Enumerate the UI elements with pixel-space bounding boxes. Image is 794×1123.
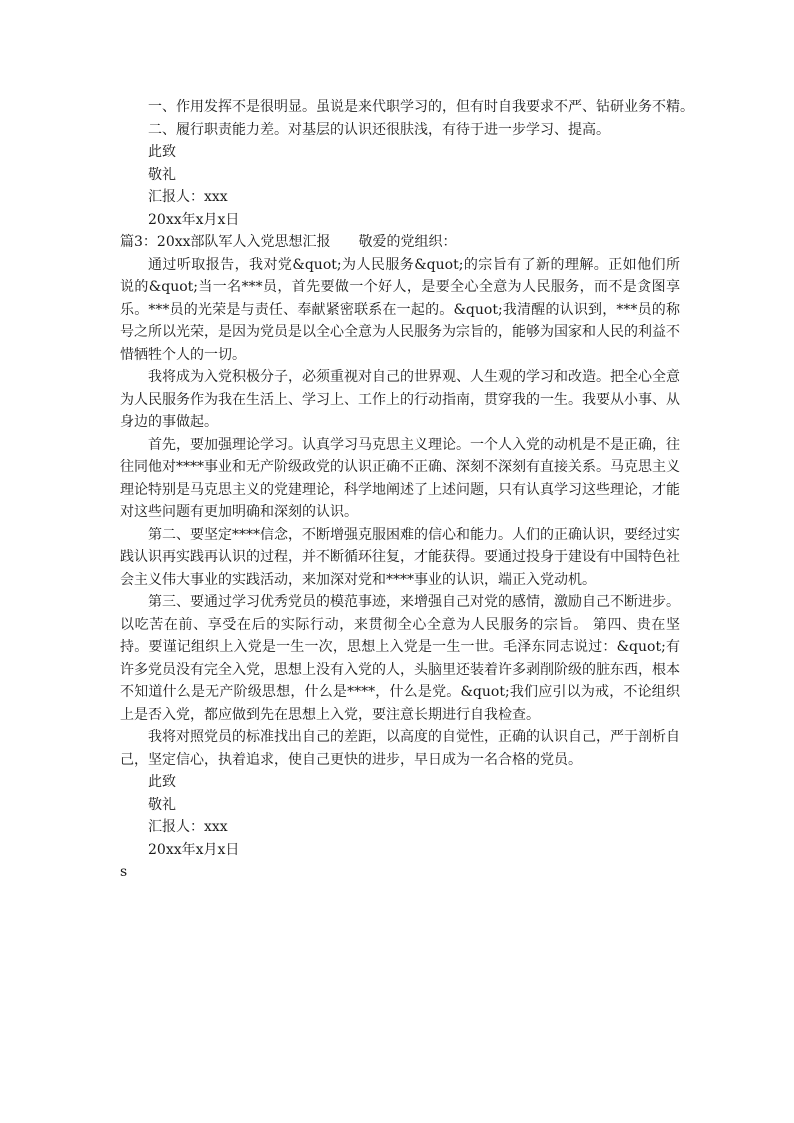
date-line: 20xx年x月x日 <box>148 841 240 858</box>
top-item-1: 一、作用发挥不是很明显。虽说是来代职学习的，但有时自我要求不严、钻研业务不精。 <box>148 99 694 115</box>
closing-block-1 <box>120 141 680 231</box>
document-body <box>120 96 694 884</box>
paragraph-4: 第二、要坚定****信念，不断增强克服困难的信心和能力。人们的正确认识，要经过实践认识再实践再认识的过程，并不断循环往复，才能获得。要通过投身于建设有中国特色社会主义伟大事业的实践活动，来加深对党和****事业的认识，端正入党动机。 <box>120 526 680 588</box>
closing-block-2 <box>120 771 680 861</box>
paragraph-5: 第三、要通过学习优秀党员的模范事迹，来增强自己对党的感情，激励自己不断进步。以吃苦在前、享受在后的实际行动，来贯彻全心全意为人民服务的宗旨。 第四、贵在坚持。要谨记组织上入党是一生一次，思想上入党是一生一世。毛泽东同志说过：&quot;有许多党员没有完全入党，思想上没有入党的人，头脑里还装着许多剥削阶级的脏东西，根本不知道什么是无产阶级思想，什么是****，什么是党。&quot;我们应引以为戒，不论组织上是否入党，都应做到先在思想上入党，要注意长期进行自我检查。 <box>120 594 680 723</box>
section-heading: 篇3：20xx部队军人入党思想汇报 敬爱的党组织： <box>120 234 457 250</box>
reporter-line: 汇报人：xxx <box>148 189 228 205</box>
salutation-jingli: 敬礼 <box>148 796 176 813</box>
top-item-2: 二、履行职责能力差。对基层的认识还很肤浅，有待于进一步学习、提高。 <box>148 121 610 138</box>
paragraph-6: 我将对照党员的标准找出自己的差距，以高度的自觉性，正确的认识自己，严于剖析自己，坚定信心，执着追求，使自己更快的进步，早日成为一名合格的党员。 <box>120 729 680 768</box>
date-line: 20xx年x月x日 <box>148 211 240 228</box>
paragraph-1: 通过听取报告，我对党&quot;为人民服务&quot;的宗旨有了新的理解。正如他们所说的&quot;当一名***员，首先要做一个好人，是要全心全意为人民服务，而不是贪图享乐。***员的光荣是与责任、奉献紧密联系在一起的。&quot;我清醒的认识到，***员的称号之所以光荣，是因为党员是以全心全意为人民服务为宗旨的，能够为国家和人民的利益不惜牺牲个人的一切。 <box>120 256 680 363</box>
salutation-cizhi: 此致 <box>148 144 176 160</box>
paragraph-2: 我将成为入党积极分子，必须重视对自己的世界观、人生观的学习和改造。把全心全意为人民服务作为我在生活上、学习上、工作上的行动指南，贯穿我的一生。我要从小事、从身边的事做起。 <box>120 369 680 430</box>
trailing-character: s <box>120 864 128 880</box>
salutation-jingli: 敬礼 <box>148 166 176 183</box>
salutation-cizhi: 此致 <box>148 774 176 790</box>
paragraph-3: 首先，要加强理论学习。认真学习马克思主义理论。一个人入党的动机是不是正确，往往同他对****事业和无产阶级政党的认识正确不正确、深刻不深刻有直接关系。马克思主义理论特别是马克思主义的党建理论，科学地阐述了上述问题，只有认真学习这些理论，才能对这些问题有更加明确和深刻的认识。 <box>120 436 680 520</box>
reporter-line: 汇报人：xxx <box>148 819 228 835</box>
